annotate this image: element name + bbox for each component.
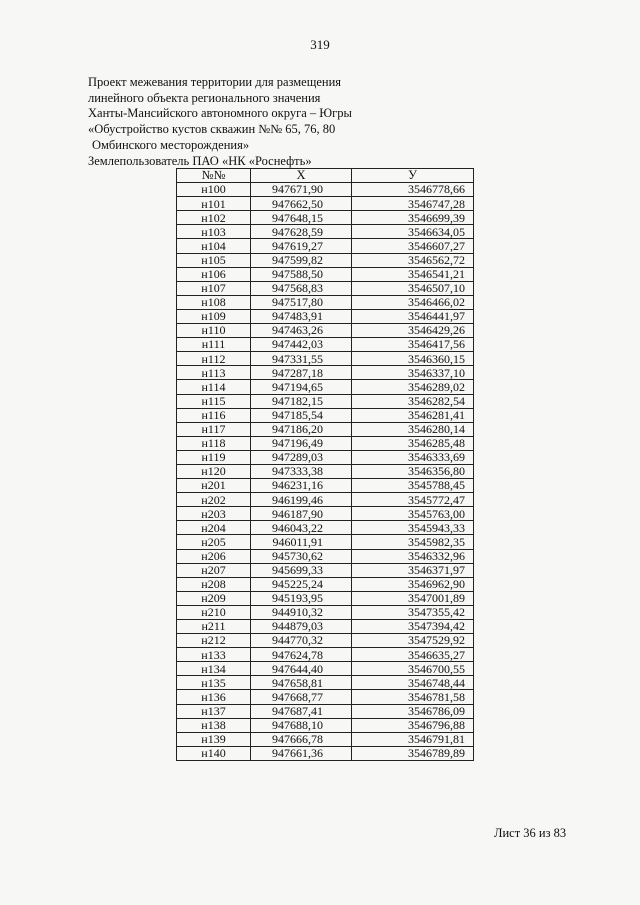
- table-row: [177, 338, 474, 352]
- point-name-cell: н203: [177, 507, 251, 521]
- y-coordinate-cell: 3546429,26: [352, 324, 474, 338]
- x-coordinate-cell: 947661,36: [251, 746, 352, 760]
- point-name-cell: н138: [177, 718, 251, 732]
- y-coordinate-cell: 3545788,45: [352, 479, 474, 493]
- y-coordinate-cell: 3546285,48: [352, 436, 474, 450]
- x-coordinate-cell: 947287,18: [251, 366, 352, 380]
- x-coordinate-cell: 944770,32: [251, 634, 352, 648]
- table-row: [177, 648, 474, 662]
- table-row: [177, 662, 474, 676]
- y-coordinate-cell: 3546796,88: [352, 718, 474, 732]
- x-coordinate-cell: 946043,22: [251, 521, 352, 535]
- y-coordinate-cell: 3546356,80: [352, 464, 474, 478]
- y-coordinate-cell: 3546371,97: [352, 563, 474, 577]
- y-coordinate-cell: 3546748,44: [352, 676, 474, 690]
- y-coordinate-cell: 3545943,33: [352, 521, 474, 535]
- point-name-cell: н101: [177, 197, 251, 211]
- x-coordinate-cell: 946231,16: [251, 479, 352, 493]
- point-name-cell: н133: [177, 648, 251, 662]
- column-header-y: У: [352, 169, 474, 183]
- point-name-cell: н106: [177, 267, 251, 281]
- point-name-cell: н201: [177, 479, 251, 493]
- x-coordinate-cell: 947568,83: [251, 281, 352, 295]
- column-header-number: №№: [177, 169, 251, 183]
- table-row: [177, 746, 474, 760]
- x-coordinate-cell: 947463,26: [251, 324, 352, 338]
- y-coordinate-cell: 3546333,69: [352, 450, 474, 464]
- x-coordinate-cell: 947628,59: [251, 225, 352, 239]
- point-name-cell: н204: [177, 521, 251, 535]
- point-name-cell: н137: [177, 704, 251, 718]
- x-coordinate-cell: 947599,82: [251, 253, 352, 267]
- x-coordinate-cell: 947483,91: [251, 309, 352, 323]
- table-row: [177, 577, 474, 591]
- y-coordinate-cell: 3545982,35: [352, 535, 474, 549]
- table-row: [177, 197, 474, 211]
- header-line: Ханты-Мансийского автономного округа – Югры: [88, 106, 352, 121]
- point-name-cell: н119: [177, 450, 251, 464]
- x-coordinate-cell: 947196,49: [251, 436, 352, 450]
- table-row: [177, 253, 474, 267]
- point-name-cell: н139: [177, 732, 251, 746]
- y-coordinate-cell: 3546282,54: [352, 394, 474, 408]
- y-coordinate-cell: 3546289,02: [352, 380, 474, 394]
- x-coordinate-cell: 945699,33: [251, 563, 352, 577]
- point-name-cell: н210: [177, 605, 251, 619]
- table-row: [177, 591, 474, 605]
- table-row: [177, 352, 474, 366]
- point-name-cell: н117: [177, 422, 251, 436]
- point-name-cell: н202: [177, 493, 251, 507]
- x-coordinate-cell: 945193,95: [251, 591, 352, 605]
- point-name-cell: н211: [177, 620, 251, 634]
- table-row: [177, 394, 474, 408]
- point-name-cell: н140: [177, 746, 251, 760]
- table-row: [177, 324, 474, 338]
- point-name-cell: н136: [177, 690, 251, 704]
- x-coordinate-cell: 947182,15: [251, 394, 352, 408]
- table-row: [177, 225, 474, 239]
- x-coordinate-cell: 947671,90: [251, 183, 352, 197]
- table-row: [177, 493, 474, 507]
- header-line: Омбинского месторождения»: [92, 137, 250, 152]
- x-coordinate-cell: 945225,24: [251, 577, 352, 591]
- y-coordinate-cell: 3546280,14: [352, 422, 474, 436]
- y-coordinate-cell: 3546562,72: [352, 253, 474, 267]
- y-coordinate-cell: 3546466,02: [352, 295, 474, 309]
- x-coordinate-cell: 947687,41: [251, 704, 352, 718]
- y-coordinate-cell: 3547355,42: [352, 605, 474, 619]
- table-row: [177, 211, 474, 225]
- table-row: [177, 183, 474, 197]
- table-row: [177, 634, 474, 648]
- table-row: [177, 408, 474, 422]
- y-coordinate-cell: 3545763,00: [352, 507, 474, 521]
- table-row: [177, 549, 474, 563]
- point-name-cell: н108: [177, 295, 251, 309]
- point-name-cell: н209: [177, 591, 251, 605]
- table-row: [177, 450, 474, 464]
- table-row: [177, 436, 474, 450]
- y-coordinate-cell: 3547529,92: [352, 634, 474, 648]
- table-row: [177, 563, 474, 577]
- point-name-cell: н120: [177, 464, 251, 478]
- x-coordinate-cell: 947333,38: [251, 464, 352, 478]
- table-row: [177, 535, 474, 549]
- x-coordinate-cell: 947668,77: [251, 690, 352, 704]
- y-coordinate-cell: 3546778,66: [352, 183, 474, 197]
- y-coordinate-cell: 3546791,81: [352, 732, 474, 746]
- point-name-cell: н208: [177, 577, 251, 591]
- x-coordinate-cell: 947666,78: [251, 732, 352, 746]
- point-name-cell: н114: [177, 380, 251, 394]
- x-coordinate-cell: 947644,40: [251, 662, 352, 676]
- x-coordinate-cell: 947442,03: [251, 338, 352, 352]
- y-coordinate-cell: 3545772,47: [352, 493, 474, 507]
- x-coordinate-cell: 947194,65: [251, 380, 352, 394]
- point-name-cell: н115: [177, 394, 251, 408]
- column-header-x: Х: [251, 169, 352, 183]
- point-name-cell: н112: [177, 352, 251, 366]
- table-row: [177, 295, 474, 309]
- x-coordinate-cell: 944910,32: [251, 605, 352, 619]
- point-name-cell: н111: [177, 338, 251, 352]
- y-coordinate-cell: 3546541,21: [352, 267, 474, 281]
- page-number: 319: [310, 37, 330, 52]
- x-coordinate-cell: 945730,62: [251, 549, 352, 563]
- table-row: [177, 380, 474, 394]
- x-coordinate-cell: 946187,90: [251, 507, 352, 521]
- point-name-cell: н118: [177, 436, 251, 450]
- point-name-cell: н116: [177, 408, 251, 422]
- x-coordinate-cell: 947331,55: [251, 352, 352, 366]
- table-row: [177, 704, 474, 718]
- table-body: [177, 183, 474, 761]
- y-coordinate-cell: 3546747,28: [352, 197, 474, 211]
- point-name-cell: н110: [177, 324, 251, 338]
- y-coordinate-cell: 3546635,27: [352, 648, 474, 662]
- y-coordinate-cell: 3546332,96: [352, 549, 474, 563]
- x-coordinate-cell: 947517,80: [251, 295, 352, 309]
- x-coordinate-cell: 944879,03: [251, 620, 352, 634]
- table-row: [177, 239, 474, 253]
- x-coordinate-cell: 947289,03: [251, 450, 352, 464]
- sheet-label: Лист 36 из 83: [494, 826, 567, 840]
- point-name-cell: н134: [177, 662, 251, 676]
- table-row: [177, 309, 474, 323]
- table-row: [177, 620, 474, 634]
- table-row: [177, 718, 474, 732]
- y-coordinate-cell: 3546417,56: [352, 338, 474, 352]
- y-coordinate-cell: 3547001,89: [352, 591, 474, 605]
- header-line: «Обустройство кустов скважин №№ 65, 76, 80: [88, 122, 336, 137]
- point-name-cell: н207: [177, 563, 251, 577]
- y-coordinate-cell: 3546441,97: [352, 309, 474, 323]
- y-coordinate-cell: 3546507,10: [352, 281, 474, 295]
- y-coordinate-cell: 3546337,10: [352, 366, 474, 380]
- point-name-cell: н103: [177, 225, 251, 239]
- point-name-cell: н107: [177, 281, 251, 295]
- table-row: [177, 479, 474, 493]
- header-line: линейного объекта регионального значения: [88, 90, 321, 105]
- x-coordinate-cell: 947624,78: [251, 648, 352, 662]
- table-row: [177, 732, 474, 746]
- table-row: [177, 676, 474, 690]
- point-name-cell: н109: [177, 309, 251, 323]
- table-row: [177, 690, 474, 704]
- table-row: [177, 521, 474, 535]
- x-coordinate-cell: 946199,46: [251, 493, 352, 507]
- y-coordinate-cell: 3546634,05: [352, 225, 474, 239]
- table-row: [177, 281, 474, 295]
- y-coordinate-cell: 3546607,27: [352, 239, 474, 253]
- point-name-cell: н205: [177, 535, 251, 549]
- x-coordinate-cell: 946011,91: [251, 535, 352, 549]
- point-name-cell: н100: [177, 183, 251, 197]
- x-coordinate-cell: 947648,15: [251, 211, 352, 225]
- table-header-row: [177, 169, 474, 183]
- table-row: [177, 267, 474, 281]
- point-name-cell: н135: [177, 676, 251, 690]
- point-name-cell: н105: [177, 253, 251, 267]
- point-name-cell: н102: [177, 211, 251, 225]
- table-row: [177, 464, 474, 478]
- coordinates-table: [176, 168, 474, 761]
- point-name-cell: н104: [177, 239, 251, 253]
- y-coordinate-cell: 3546360,15: [352, 352, 474, 366]
- header-line: Землепользователь ПАО «НК «Роснефть»: [88, 153, 312, 168]
- x-coordinate-cell: 947186,20: [251, 422, 352, 436]
- y-coordinate-cell: 3546789,89: [352, 746, 474, 760]
- header-line: Проект межевания территории для размещения: [88, 75, 342, 89]
- y-coordinate-cell: 3546786,09: [352, 704, 474, 718]
- y-coordinate-cell: 3546281,41: [352, 408, 474, 422]
- table-row: [177, 605, 474, 619]
- x-coordinate-cell: 947619,27: [251, 239, 352, 253]
- x-coordinate-cell: 947662,50: [251, 197, 352, 211]
- table-row: [177, 507, 474, 521]
- document-header: [88, 75, 408, 169]
- point-name-cell: н206: [177, 549, 251, 563]
- x-coordinate-cell: 947658,81: [251, 676, 352, 690]
- point-name-cell: н212: [177, 634, 251, 648]
- y-coordinate-cell: 3546781,58: [352, 690, 474, 704]
- x-coordinate-cell: 947688,10: [251, 718, 352, 732]
- y-coordinate-cell: 3546700,55: [352, 662, 474, 676]
- point-name-cell: н113: [177, 366, 251, 380]
- table-row: [177, 422, 474, 436]
- table-row: [177, 366, 474, 380]
- y-coordinate-cell: 3546699,39: [352, 211, 474, 225]
- x-coordinate-cell: 947588,50: [251, 267, 352, 281]
- x-coordinate-cell: 947185,54: [251, 408, 352, 422]
- y-coordinate-cell: 3547394,42: [352, 620, 474, 634]
- y-coordinate-cell: 3546962,90: [352, 577, 474, 591]
